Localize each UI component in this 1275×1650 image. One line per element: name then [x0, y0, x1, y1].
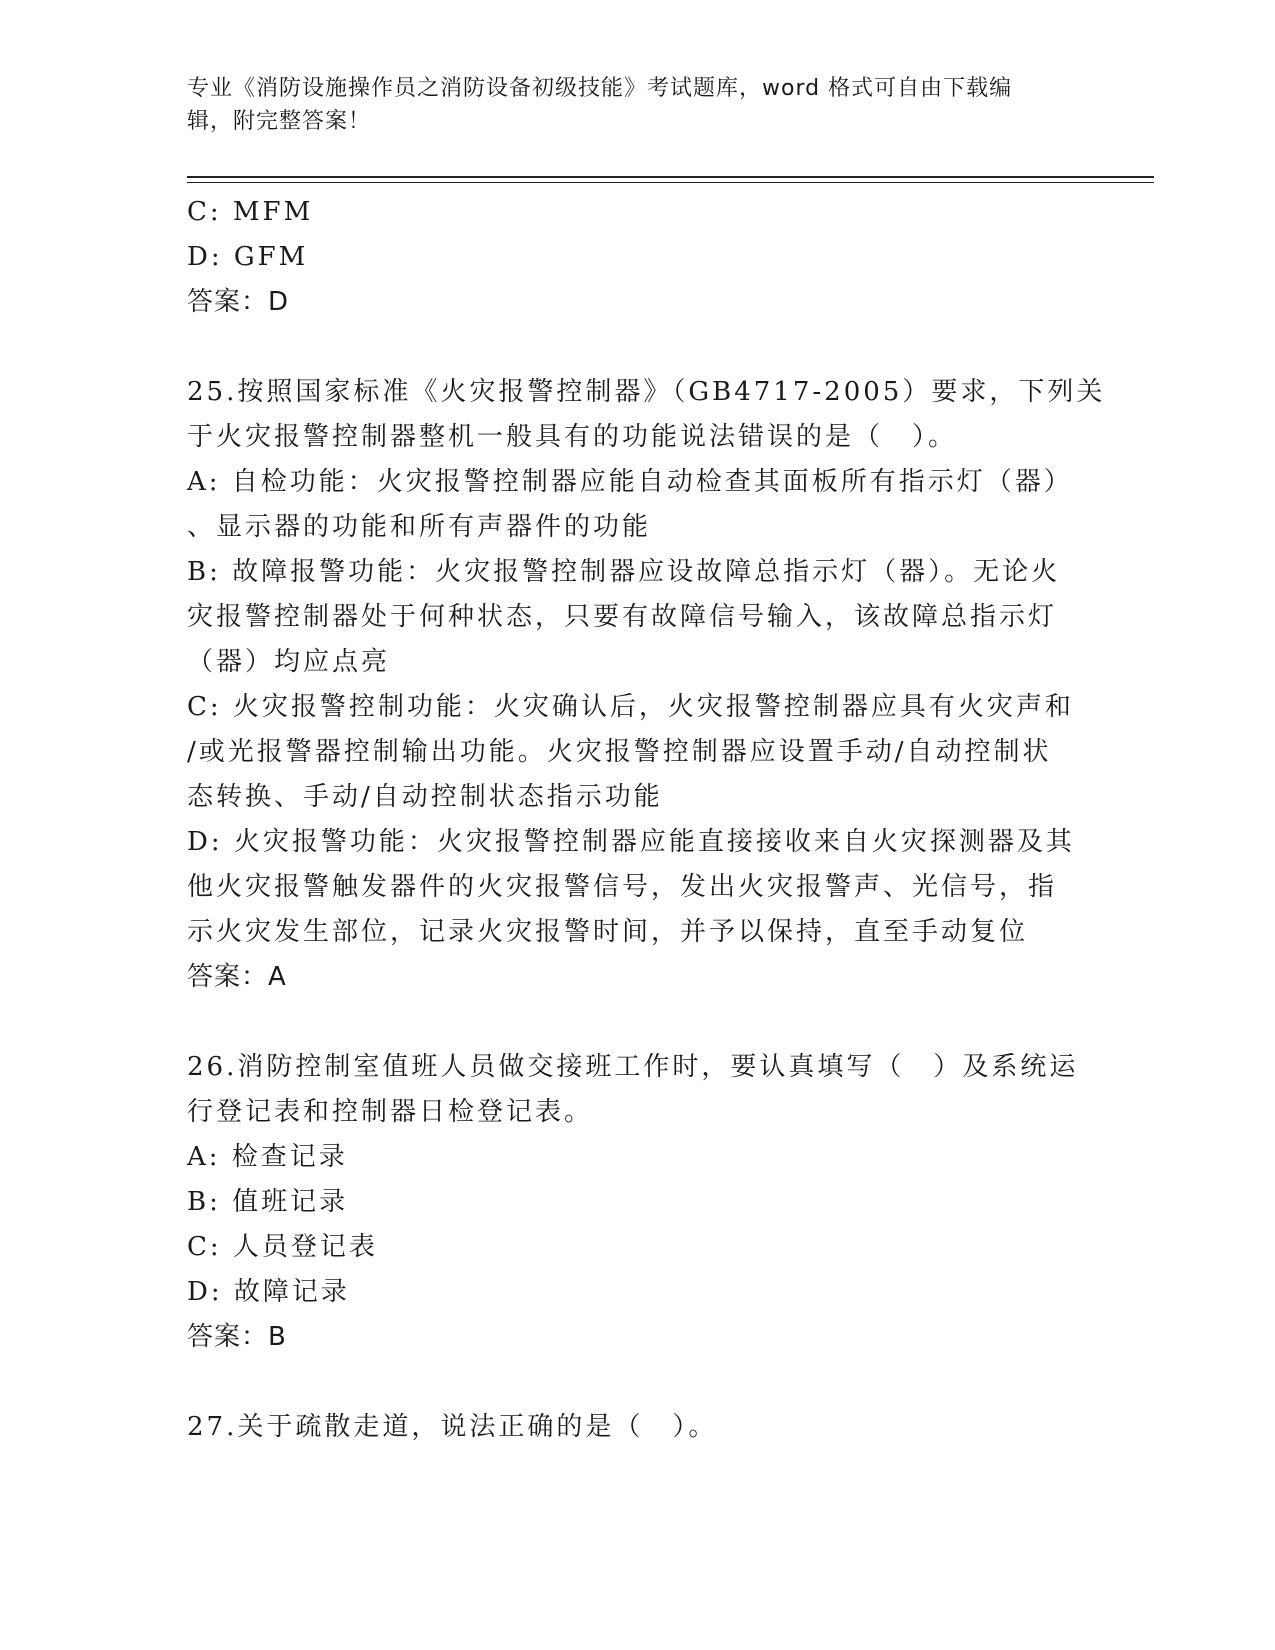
option-a-cont: 、显示器的功能和所有声器件的功能 [187, 512, 652, 542]
option-c-cont: 态转换、手动/自动控制状态指示功能 [187, 782, 663, 812]
header-line-1: 专业《消防设施操作员之消防设备初级技能》考试题库，word 格式可自由下载编 [187, 76, 1013, 101]
option-d: D: GFM [187, 242, 309, 272]
option-d: D: 火灾报警功能：火灾报警控制器应能直接接收来自火灾探测器及其 [187, 827, 1075, 857]
option-b-cont: 灾报警控制器处于何种状态，只要有故障信号输入，该故障总指示灯 [187, 602, 1058, 632]
option-d: D: 故障记录 [187, 1277, 350, 1307]
question-line: 26.消防控制室值班人员做交接班工作时，要认真填写（ ）及系统运 [187, 1052, 1079, 1082]
option-b: B: 值班记录 [187, 1187, 349, 1217]
option-a: A: 检查记录 [187, 1142, 348, 1172]
answer-line: 答案：D [187, 287, 290, 317]
question-25 [187, 370, 1106, 1000]
option-c: C: MFM [187, 197, 314, 227]
question-line: 行登记表和控制器日检登记表。 [187, 1097, 594, 1127]
document-header [187, 72, 1087, 138]
spacer [187, 1360, 1087, 1405]
spacer [187, 1000, 1087, 1045]
spacer [187, 325, 1087, 370]
question-line: 于火灾报警控制器整机一般具有的功能说法错误的是（ ）。 [187, 422, 958, 452]
option-d-cont: 他火灾报警触发器件的火灾报警信号，发出火灾报警声、光信号，指 [187, 872, 1058, 902]
option-c: C: 火灾报警控制功能：火灾确认后，火灾报警控制器应具有火灾声和 [187, 692, 1074, 722]
question-line: 27.关于疏散走道，说法正确的是（ ）。 [187, 1412, 718, 1442]
header-divider-thin [187, 182, 1154, 183]
option-c-cont: /或光报警器控制输出功能。火灾报警控制器应设置手动/自动控制状 [187, 737, 1052, 767]
question-line: 25.按照国家标准《火灾报警控制器》（GB4717-2005）要求，下列关 [187, 377, 1106, 407]
answer-line: 答案：A [187, 962, 287, 992]
option-b-cont: （器）均应点亮 [187, 647, 391, 677]
previous-question-tail [187, 190, 1087, 325]
answer-line: 答案：B [187, 1322, 287, 1352]
header-line-2: 辑，附完整答案！ [187, 109, 372, 134]
question-26 [187, 1045, 1087, 1360]
option-d-cont: 示火灾发生部位，记录火灾报警时间，并予以保持，直至手动复位 [187, 917, 1029, 947]
document-body [187, 190, 1106, 1450]
question-27 [187, 1405, 1087, 1450]
option-b: B: 故障报警功能：火灾报警控制器应设故障总指示灯（器）。无论火 [187, 557, 1061, 587]
option-a: A: 自检功能：火灾报警控制器应能自动检查其面板所有指示灯（器） [187, 467, 1073, 497]
option-c: C: 人员登记表 [187, 1232, 378, 1262]
header-divider-thick [187, 176, 1154, 178]
